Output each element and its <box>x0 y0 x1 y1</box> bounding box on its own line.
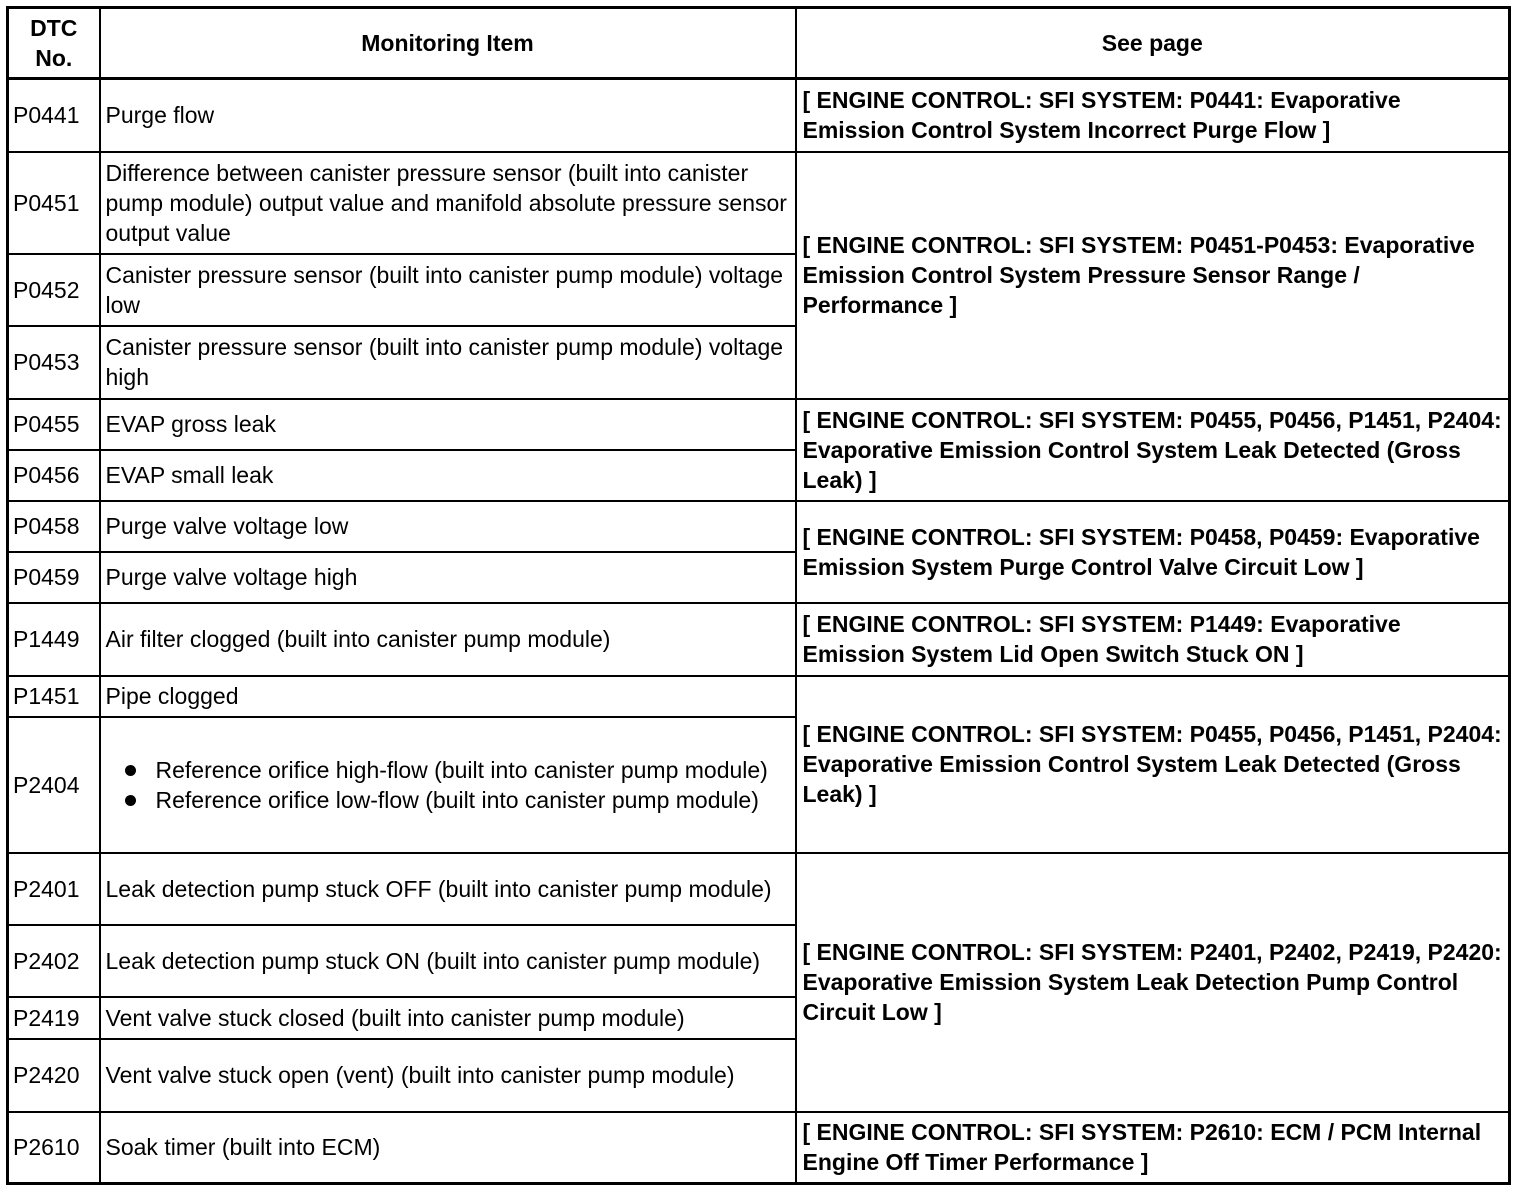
bullet-item: Reference orifice high-flow (built into canister pump module) <box>156 755 790 785</box>
dtc-code: P0441 <box>8 79 100 152</box>
table-row <box>8 1112 1510 1184</box>
table-row <box>8 853 1510 925</box>
monitoring-item: Purge flow <box>100 79 796 152</box>
dtc-code: P2420 <box>8 1039 100 1112</box>
table-row <box>8 603 1510 676</box>
table-row <box>8 501 1510 552</box>
header-see-page: See page <box>796 8 1510 79</box>
monitoring-item: Purge valve voltage high <box>100 552 796 603</box>
dtc-code: P1449 <box>8 603 100 676</box>
monitoring-item: Leak detection pump stuck ON (built into canister pump module) <box>100 925 796 997</box>
see-page-ref: [ ENGINE CONTROL: SFI SYSTEM: P0441: Evaporative Emission Control System Incorrect Purge Flow ] <box>796 79 1510 152</box>
monitoring-item: Vent valve stuck open (vent) (built into canister pump module) <box>100 1039 796 1112</box>
monitoring-item: Leak detection pump stuck OFF (built into canister pump module) <box>100 853 796 925</box>
monitoring-item: Vent valve stuck closed (built into canister pump module) <box>100 997 796 1039</box>
dtc-code: P0452 <box>8 254 100 326</box>
dtc-code: P0458 <box>8 501 100 552</box>
monitoring-item: Canister pressure sensor (built into canister pump module) voltage high <box>100 326 796 399</box>
monitoring-item: EVAP gross leak <box>100 399 796 450</box>
monitoring-item: Purge valve voltage low <box>100 501 796 552</box>
monitoring-item: Pipe clogged <box>100 676 796 717</box>
dtc-monitoring-table <box>6 6 1511 1185</box>
header-dtc-no: DTC No. <box>8 8 100 79</box>
see-page-ref: [ ENGINE CONTROL: SFI SYSTEM: P2401, P2402, P2419, P2420: Evaporative Emission System Leak Detection Pump Control Circuit Low ] <box>796 853 1510 1112</box>
see-page-ref: [ ENGINE CONTROL: SFI SYSTEM: P0455, P0456, P1451, P2404: Evaporative Emission Control System Leak Detected (Gross Leak) ] <box>796 676 1510 853</box>
monitoring-item: Canister pressure sensor (built into canister pump module) voltage low <box>100 254 796 326</box>
dtc-code: P2404 <box>8 717 100 853</box>
dtc-code: P1451 <box>8 676 100 717</box>
see-page-ref: [ ENGINE CONTROL: SFI SYSTEM: P0458, P0459: Evaporative Emission System Purge Control Valve Circuit Low ] <box>796 501 1510 603</box>
table-row <box>8 152 1510 254</box>
dtc-code: P2401 <box>8 853 100 925</box>
monitoring-item: Soak timer (built into ECM) <box>100 1112 796 1184</box>
table-row <box>8 79 1510 152</box>
dtc-code: P0459 <box>8 552 100 603</box>
monitoring-item: Difference between canister pressure sensor (built into canister pump module) output value and manifold absolute pressure sensor output value <box>100 152 796 254</box>
header-monitoring-item: Monitoring Item <box>100 8 796 79</box>
dtc-code: P0456 <box>8 450 100 501</box>
header-row <box>8 8 1510 79</box>
dtc-code: P2419 <box>8 997 100 1039</box>
see-page-ref: [ ENGINE CONTROL: SFI SYSTEM: P1449: Evaporative Emission System Lid Open Switch Stuck ON ] <box>796 603 1510 676</box>
dtc-code: P2402 <box>8 925 100 997</box>
monitoring-item: Air filter clogged (built into canister pump module) <box>100 603 796 676</box>
table-row <box>8 676 1510 717</box>
dtc-code: P2610 <box>8 1112 100 1184</box>
table-row <box>8 399 1510 450</box>
bullet-list <box>106 755 790 815</box>
monitoring-item: EVAP small leak <box>100 450 796 501</box>
bullet-item: Reference orifice low-flow (built into canister pump module) <box>156 785 790 815</box>
see-page-ref: [ ENGINE CONTROL: SFI SYSTEM: P0451-P0453: Evaporative Emission Control System Pressure Sensor Range / Performance ] <box>796 152 1510 399</box>
dtc-code: P0453 <box>8 326 100 399</box>
dtc-code: P0455 <box>8 399 100 450</box>
monitoring-item <box>100 717 796 853</box>
dtc-code: P0451 <box>8 152 100 254</box>
see-page-ref: [ ENGINE CONTROL: SFI SYSTEM: P2610: ECM / PCM Internal Engine Off Timer Performance ] <box>796 1112 1510 1184</box>
see-page-ref: [ ENGINE CONTROL: SFI SYSTEM: P0455, P0456, P1451, P2404: Evaporative Emission Control System Leak Detected (Gross Leak) ] <box>796 399 1510 501</box>
